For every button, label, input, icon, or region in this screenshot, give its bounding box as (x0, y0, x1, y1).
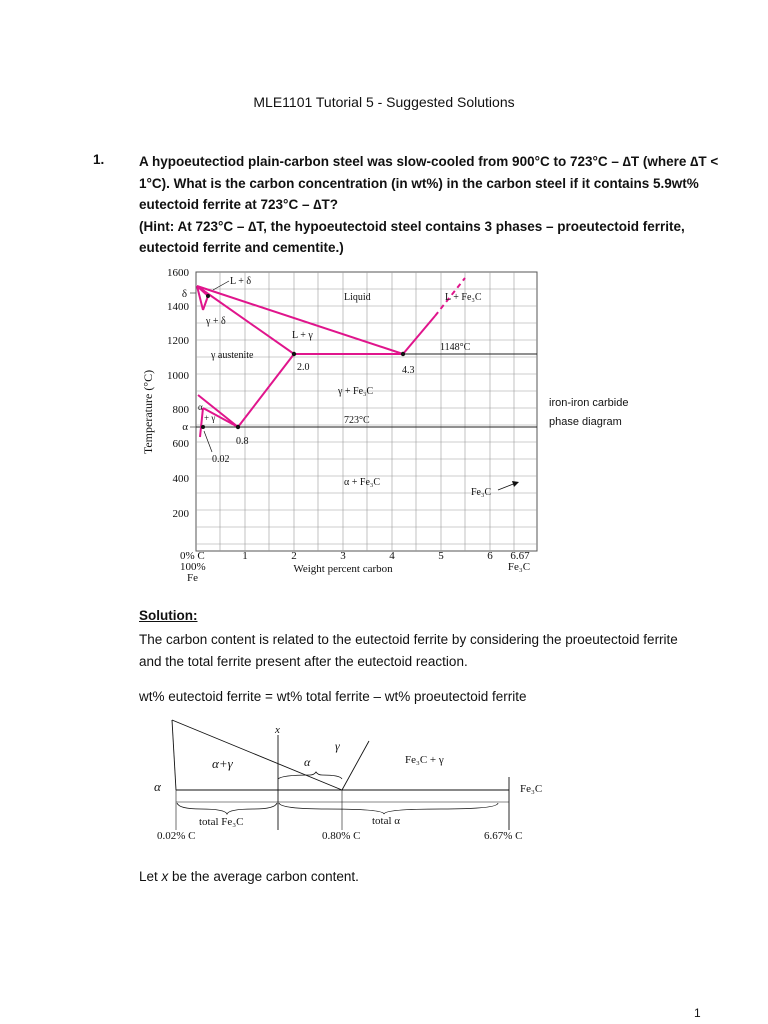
y-tick-label: 1600 (167, 267, 189, 279)
caption-line: phase diagram (549, 416, 622, 428)
region-label: L + Fe₃C (445, 292, 482, 303)
region-label: + γ (204, 413, 216, 423)
let-variable: x (161, 869, 169, 884)
x-tick-label: 1 (242, 550, 248, 562)
question-line: (Hint: At 723°C – ∆T, the hypoeutectoid steel contains 3 phases – proeutectoid ferrite, (139, 218, 685, 234)
composition-left: 0.02% C (157, 830, 196, 842)
formula-text: wt% eutectoid ferrite = wt% total ferrite – wt% proeutectoid ferrite (139, 689, 527, 704)
alpha-tick: α (182, 421, 188, 433)
alpha-brace (278, 772, 342, 779)
diagram-caption (549, 394, 628, 432)
point-label: 2.0 (297, 362, 310, 373)
x-tick-label: 5 (438, 550, 444, 562)
question-line: 1°C). What is the carbon concentration (in wt%) in the carbon steel if it contains 5.9wt% (139, 175, 699, 191)
total-fe3c-brace (177, 803, 277, 814)
y-tick-label: 400 (172, 473, 189, 485)
total-alpha-brace (279, 803, 498, 814)
caption-line: iron-iron carbide (549, 397, 629, 409)
region-label: Fe₃C (471, 487, 492, 498)
x-tick-label: 4 (389, 550, 395, 562)
delta-tick: δ (181, 288, 187, 300)
let-prefix: Let (139, 869, 162, 884)
region-label: Liquid (344, 292, 371, 303)
x-tick-label: 6 (487, 550, 493, 562)
eutectic-temp-label: 1148°C (440, 342, 471, 353)
y-tick-label: 1200 (167, 335, 189, 347)
let-statement (139, 866, 359, 888)
y-tick-label: 1400 (167, 301, 189, 313)
x-origin-label: 100% (180, 561, 206, 573)
alpha-label: α (304, 755, 311, 769)
alpha-gamma-boundary-line (172, 720, 342, 790)
composition-right: 6.67% C (484, 830, 523, 842)
total-fe3c-label: total Fe₃C (199, 816, 244, 828)
document-title: MLE1101 Tutorial 5 - Suggested Solutions (253, 94, 515, 110)
region-label: α (198, 402, 203, 412)
iron-carbide-phase-diagram (140, 262, 550, 592)
grid-lines (196, 272, 537, 551)
x-tick-label: 6.67 (510, 550, 530, 562)
x-origin-label: 0% C (180, 550, 205, 562)
question-line: A hypoeutectiod plain-carbon steel was slow-cooled from 900°C to 723°C – ∆T (where ∆T < (139, 154, 719, 169)
x-label: x (275, 724, 280, 736)
region-label: γ + Fe₃C (338, 386, 374, 397)
lever-rule-diagram (150, 716, 560, 846)
x-tick-label: 2 (291, 550, 297, 562)
point-label: 0.8 (236, 436, 249, 447)
alpha-phase-label: α (154, 779, 161, 794)
x-axis-label: Weight percent carbon (293, 563, 393, 575)
y-tick-label: 1000 (167, 370, 189, 382)
fe3c-gamma-label: Fe₃C + γ (405, 754, 444, 766)
region-label: L + δ (230, 276, 252, 287)
solution-paragraph (139, 629, 699, 672)
point-label: 4.3 (402, 365, 415, 376)
solution-line: The carbon content is related to the eutectoid ferrite by considering the proeutectoid ferrite (139, 632, 678, 647)
region-label: γ + δ (206, 316, 226, 327)
x-end-label: Fe₃C (507, 561, 531, 573)
eutectoid-temp-label: 723°C (344, 415, 370, 426)
composition-mid: 0.80% C (322, 830, 361, 842)
y-axis-label: Temperature (°C) (141, 369, 155, 455)
gamma-label: γ (335, 739, 340, 753)
x-origin-label: Fe (187, 572, 198, 584)
question-line: eutectoid ferrite and cementite.) (139, 240, 344, 255)
region-label: L + γ (292, 330, 313, 341)
region-label: γ austenite (211, 350, 254, 361)
alpha-boundary-line (172, 720, 176, 790)
fe3c-phase-label: Fe₃C (520, 783, 543, 795)
solution-line: and the total ferrite present after the eutectoid reaction. (139, 653, 468, 669)
alpha-gamma-label: α+γ (212, 756, 233, 771)
y-tick-label: 200 (172, 508, 189, 520)
region-label: α + Fe₃C (344, 477, 381, 488)
question-line: eutectoid ferrite at 723°C – ∆T? (139, 197, 338, 212)
x-tick-label: 3 (340, 550, 346, 562)
y-tick-label: 800 (172, 404, 189, 416)
solution-heading: Solution: (139, 608, 198, 623)
gamma-boundary-line (342, 741, 369, 790)
point-label: 0.02 (212, 454, 230, 465)
let-suffix: be the average carbon content. (168, 869, 359, 884)
question-text (139, 151, 719, 259)
total-alpha-label: total α (372, 815, 401, 827)
question-number: 1. (93, 152, 105, 167)
page-number: 1 (694, 1006, 701, 1020)
y-tick-label: 600 (172, 438, 189, 450)
